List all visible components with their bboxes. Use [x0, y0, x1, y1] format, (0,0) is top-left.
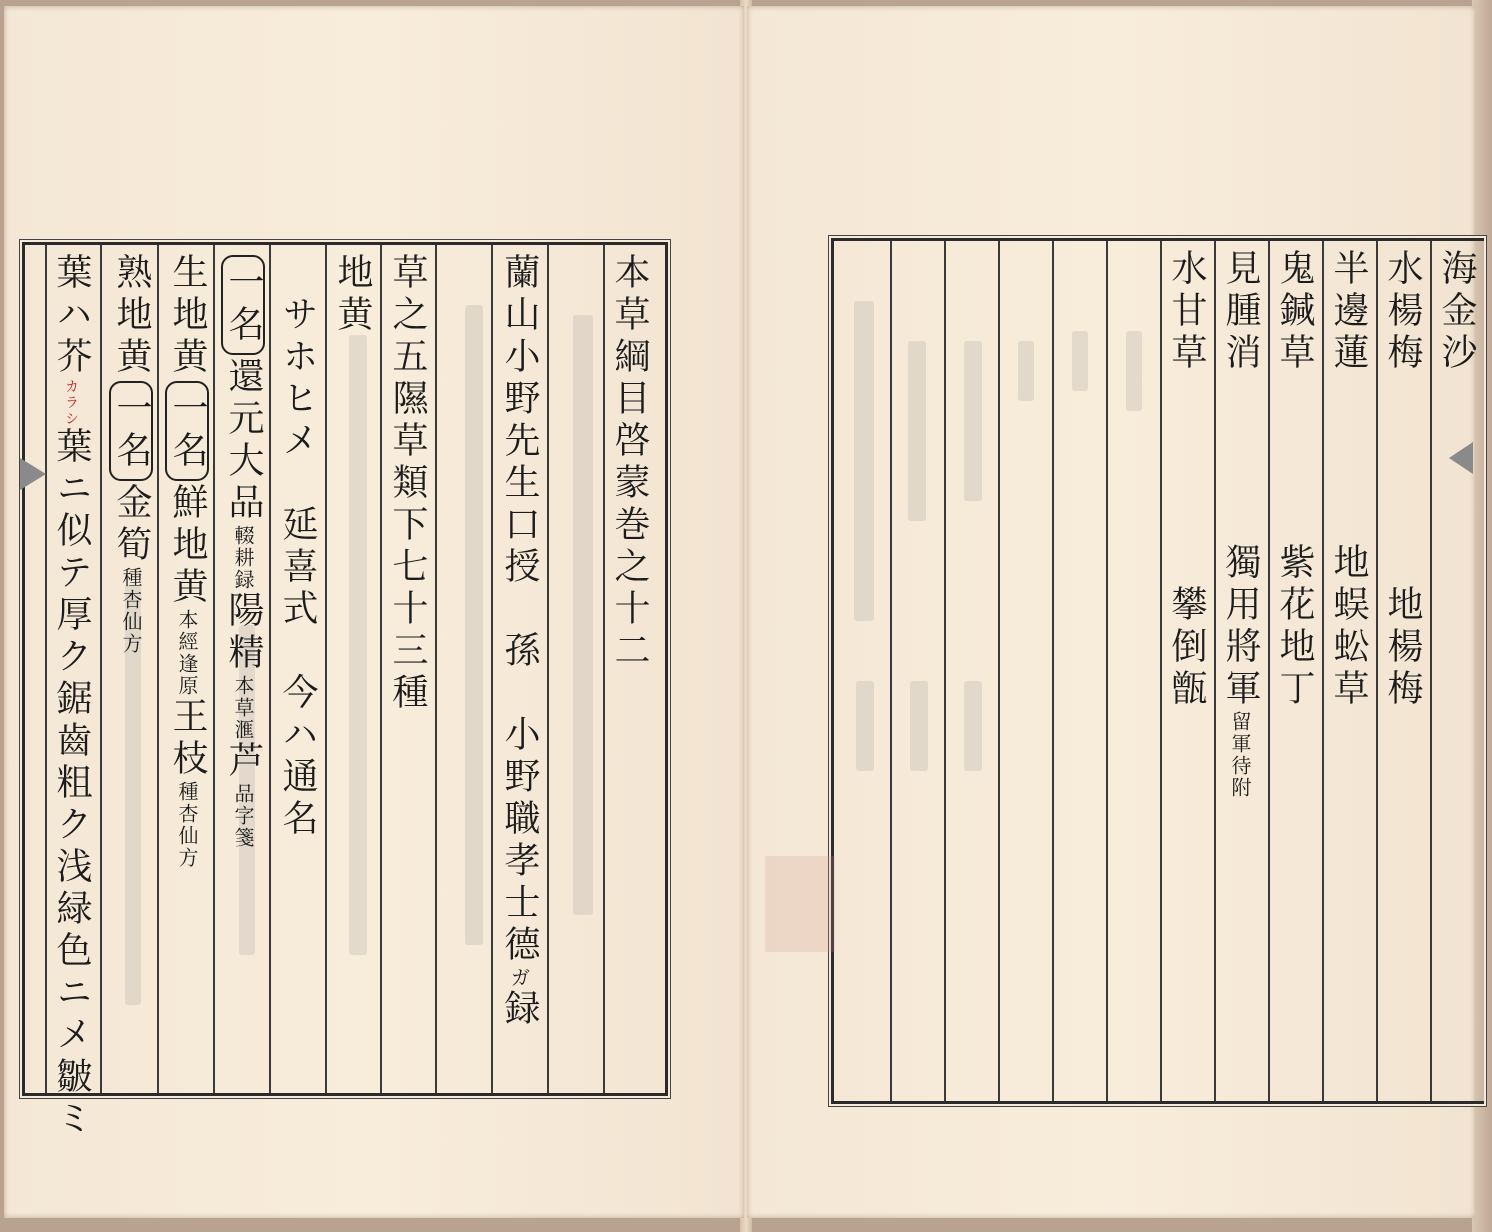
- text-segment: 蘭山小野先生口授 孫 小野職孝士德: [499, 253, 540, 967]
- column-rule: [491, 245, 493, 1093]
- boxed-label: 一名: [165, 381, 209, 481]
- column-rule: [213, 245, 215, 1093]
- text-column-7: [165, 253, 209, 1085]
- bleed-through: [573, 315, 593, 915]
- bleed-through: [854, 301, 874, 621]
- text-segment: [1220, 375, 1261, 543]
- text-segment: 獨用將軍: [1220, 543, 1261, 711]
- bleed-through: [465, 305, 483, 945]
- column-rule: [1376, 241, 1378, 1101]
- text-segment: 葉ニ似テ厚ク鋸齒粗ク浅緑色ニメ皺ミ: [51, 427, 92, 1141]
- column-rule: [1214, 241, 1216, 1101]
- right-page-frame: [831, 238, 1484, 1104]
- text-column-3: [1328, 249, 1369, 1093]
- text-column-3: [387, 253, 428, 1085]
- bleed-through: [856, 681, 874, 771]
- column-rule: [45, 245, 47, 1093]
- source-note: ガ: [507, 967, 531, 989]
- bleed-through: [908, 341, 926, 521]
- text-segment: 半邊蓮: [1328, 249, 1369, 375]
- bleed-through: [1018, 341, 1034, 401]
- column-rule: [547, 245, 549, 1093]
- column-rule: [157, 245, 159, 1093]
- text-column-1: [609, 253, 650, 1085]
- text-segment: 葉ハ芥: [51, 253, 92, 379]
- text-column-6: [221, 253, 265, 1085]
- column-rule: [998, 241, 1000, 1101]
- bleed-through: [964, 681, 982, 771]
- text-segment: 地蜈蚣草: [1328, 543, 1369, 711]
- text-segment: 陽精: [223, 591, 264, 675]
- text-segment: 水楊梅: [1382, 249, 1423, 375]
- column-rule: [944, 241, 946, 1101]
- column-rule: [890, 241, 892, 1101]
- text-segment: サホヒメ 延喜式 今ハ通名: [277, 253, 318, 841]
- text-column-4: [1274, 249, 1315, 1093]
- text-segment: 地楊梅: [1382, 585, 1423, 711]
- column-rule: [1268, 241, 1270, 1101]
- text-column-9: [51, 253, 92, 1141]
- text-segment: 金筍: [111, 483, 152, 567]
- text-segment: [1274, 375, 1315, 543]
- text-segment: 攀倒甑: [1166, 585, 1207, 711]
- text-segment: 本草綱目啓蒙巻之十二: [609, 253, 650, 673]
- text-segment: [1166, 375, 1207, 585]
- text-column-2: [499, 253, 540, 1085]
- text-segment: 芦: [223, 741, 264, 783]
- text-segment: 還元大品: [223, 357, 264, 525]
- fold-marker: [20, 458, 46, 490]
- column-rule: [603, 245, 605, 1093]
- source-note: 輟耕録: [231, 525, 255, 591]
- text-column-5: [277, 253, 318, 1085]
- column-rule: [1322, 241, 1324, 1101]
- text-segment: 録: [499, 989, 540, 1031]
- text-column-2: [1382, 249, 1423, 1093]
- column-rule: [325, 245, 327, 1093]
- text-segment: 海金沙: [1436, 249, 1477, 375]
- source-note: 種杏仙方: [175, 781, 199, 869]
- source-note: 留軍待附: [1228, 711, 1252, 799]
- text-segment: 見腫消: [1220, 249, 1261, 375]
- text-segment: 生地黄: [167, 253, 208, 379]
- column-rule: [1106, 241, 1108, 1101]
- source-note: 品字箋: [231, 783, 255, 849]
- bleed-through: [1126, 331, 1142, 411]
- left-page: [4, 6, 744, 1218]
- source-note: 種杏仙方: [119, 567, 143, 655]
- bleed-through: [910, 681, 928, 771]
- column-rule: [380, 245, 382, 1093]
- text-column-5: [1220, 249, 1261, 1093]
- text-segment: 草之五隰草類下七十三種: [387, 253, 428, 715]
- text-segment: 王枝: [167, 697, 208, 781]
- bleed-through: [1072, 331, 1088, 391]
- bleed-through: [964, 341, 982, 501]
- column-rule: [1160, 241, 1162, 1101]
- fold-marker: [1449, 442, 1473, 474]
- boxed-label: 一名: [109, 381, 153, 481]
- source-note: 本草滙: [231, 675, 255, 741]
- text-segment: [1328, 375, 1369, 543]
- column-rule: [100, 245, 102, 1093]
- source-note: 本經逢原: [175, 609, 199, 697]
- text-column-8: [109, 253, 153, 1085]
- text-segment: 鮮地黄: [167, 483, 208, 609]
- column-rule: [269, 245, 271, 1093]
- text-segment: [1382, 375, 1423, 585]
- column-rule: [1052, 241, 1054, 1101]
- text-segment: 地黄: [332, 253, 373, 337]
- right-page: [747, 6, 1475, 1218]
- text-column-4: [332, 253, 373, 1085]
- text-segment: 水甘草: [1166, 249, 1207, 375]
- text-segment: 鬼鍼草: [1274, 249, 1315, 375]
- text-column-1: [1436, 249, 1477, 1093]
- column-rule: [1430, 241, 1432, 1101]
- column-rule: [435, 245, 437, 1093]
- boxed-label: 一名: [221, 255, 265, 355]
- faint-seal-stamp: [765, 856, 835, 952]
- text-segment: 紫花地丁: [1274, 543, 1315, 711]
- reading-annotation: カラシ: [63, 379, 79, 427]
- text-column-6: [1166, 249, 1207, 1093]
- left-page-frame: [22, 242, 668, 1141]
- text-segment: 熟地黄: [111, 253, 152, 379]
